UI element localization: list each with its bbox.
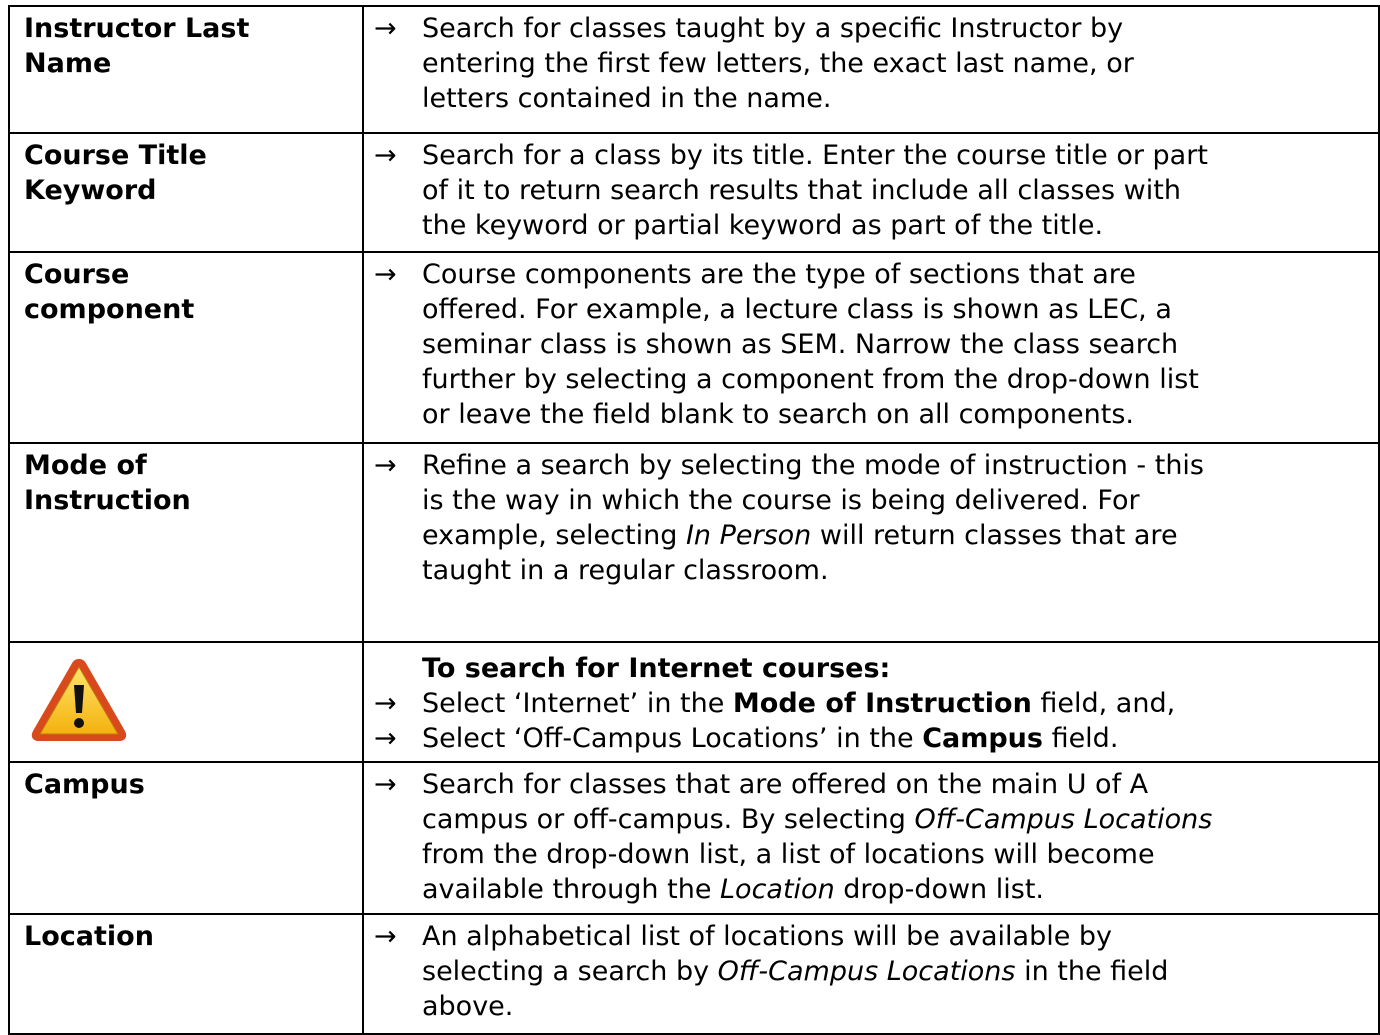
term-label: Mode of xyxy=(24,450,147,481)
description-cell xyxy=(363,6,1379,133)
table-row xyxy=(9,133,1379,252)
arrow-icon: → xyxy=(374,450,397,481)
description-text: the keyword or partial keyword as part of the title. xyxy=(422,210,1104,241)
description-text: Search for a class by its title. Enter the course title or part xyxy=(422,140,1208,171)
arrow-icon: → xyxy=(374,723,397,754)
field-name: Campus xyxy=(922,723,1043,754)
arrow-icon: → xyxy=(374,688,397,719)
description-text: above. xyxy=(422,991,514,1022)
warning-heading: To search for Internet courses: xyxy=(422,653,891,684)
description-text: letters contained in the name. xyxy=(422,83,832,114)
emphasis-text: Off-Campus Locations xyxy=(717,956,1016,987)
table-row xyxy=(9,443,1379,642)
description-text: or leave the field blank to search on all components. xyxy=(422,399,1134,430)
term-cell xyxy=(9,443,363,642)
term-label: Course Title xyxy=(24,140,207,171)
description-text: seminar class is shown as SEM. Narrow the class search xyxy=(422,329,1179,360)
description-text: An alphabetical list of locations will be available by xyxy=(422,921,1113,952)
description-cell: To search for Internet courses: → Select ‘Internet’ in the Mode of Instruction field, and, → Select ‘Off-Campus Locations’ in the Campus field. xyxy=(363,642,1379,762)
table-row xyxy=(9,642,1379,762)
description-text: from the drop-down list, a list of locations will become xyxy=(422,839,1155,870)
description-text: offered. For example, a lecture class is shown as LEC, a xyxy=(422,294,1172,325)
emphasis-text: Location xyxy=(720,874,835,905)
term-cell xyxy=(9,762,363,914)
warning-icon-cell xyxy=(9,642,363,762)
emphasis-text: In Person xyxy=(685,520,812,551)
term-cell xyxy=(9,252,363,443)
arrow-icon: → xyxy=(374,259,397,290)
term-label: Instruction xyxy=(24,485,191,516)
term-label: Keyword xyxy=(24,175,157,206)
term-label: Campus xyxy=(24,769,145,800)
description-text: is the way in which the course is being delivered. For xyxy=(422,485,1140,516)
term-label: Name xyxy=(24,48,112,79)
description-text: Refine a search by selecting the mode of instruction - this xyxy=(422,450,1204,481)
table-row xyxy=(9,6,1379,133)
term-label: Location xyxy=(24,921,154,952)
arrow-icon: → xyxy=(374,921,397,952)
term-cell xyxy=(9,6,363,133)
term-cell xyxy=(9,133,363,252)
table-row xyxy=(9,252,1379,443)
description-text: Search for classes taught by a specific Instructor by xyxy=(422,13,1124,44)
description-cell xyxy=(363,133,1379,252)
arrow-icon: → xyxy=(374,140,397,171)
term-cell xyxy=(9,914,363,1034)
description-cell: → Refine a search by selecting the mode of instruction - this is the way in which the course is being delivered. For example, selecting In Person will return classes that are taught in a regular classroom. xyxy=(363,443,1379,642)
description-text: taught in a regular classroom. xyxy=(422,555,829,586)
warning-triangle-icon xyxy=(28,655,130,745)
description-text: Course components are the type of sections that are xyxy=(422,259,1136,290)
field-name: Mode of Instruction xyxy=(732,688,1032,719)
term-label: Course xyxy=(24,259,130,290)
description-cell: → Search for classes that are offered on the main U of A campus or off-campus. By selecting Off-Campus Locations from the drop-down list, a list of locations will become available through the Location drop-down list. xyxy=(363,762,1379,914)
field-help-table xyxy=(8,5,1380,1035)
description-text: further by selecting a component from the drop-down list xyxy=(422,364,1199,395)
arrow-icon: → xyxy=(374,13,397,44)
description-cell: → An alphabetical list of locations will be available by selecting a search by Off-Campus Locations in the field above. xyxy=(363,914,1379,1034)
description-text: Search for classes that are offered on the main U of A xyxy=(422,769,1149,800)
description-text: of it to return search results that include all classes with xyxy=(422,175,1181,206)
table-row xyxy=(9,762,1379,914)
term-label: component xyxy=(24,294,195,325)
description-text: entering the first few letters, the exact last name, or xyxy=(422,48,1134,79)
emphasis-text: Off-Campus Locations xyxy=(914,804,1213,835)
description-cell xyxy=(363,252,1379,443)
arrow-icon: → xyxy=(374,769,397,800)
table-row xyxy=(9,914,1379,1034)
term-label: Instructor Last xyxy=(24,13,250,44)
